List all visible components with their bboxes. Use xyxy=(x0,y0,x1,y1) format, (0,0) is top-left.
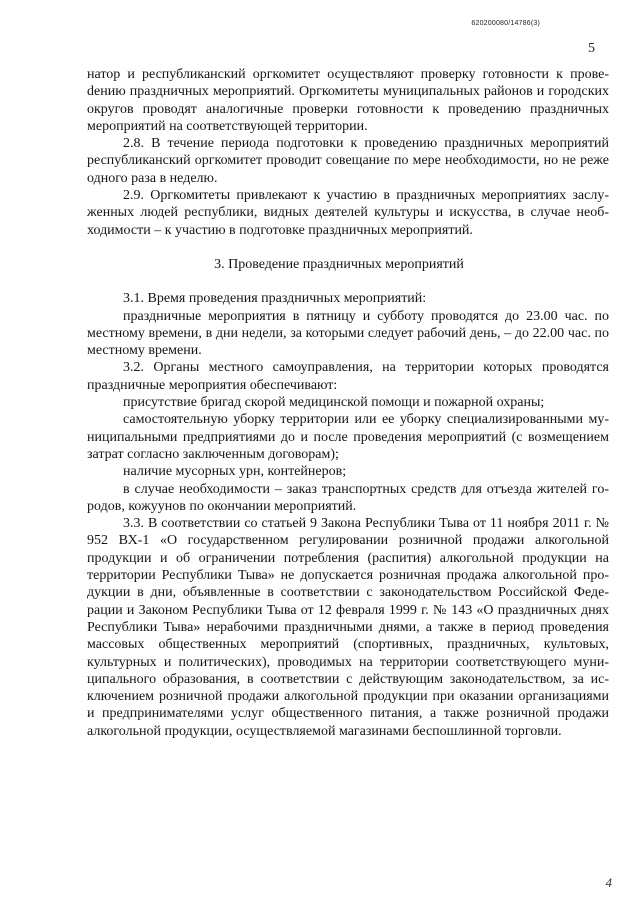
paragraph-3-2-item-2: самостоятельную уборку территории или ее уборку специализированными муниципальными предприятиями до и после проведения мероприятий (с возмещением затрат согласно заключенным договорам); xyxy=(87,412,609,462)
page-number: 5 xyxy=(588,41,595,56)
paragraph-3-1: 3.1. Время проведения праздничных мероприятий: xyxy=(123,291,427,307)
paragraph-3-2-item-3: наличие мусорных урн, контейнеров; xyxy=(123,464,347,480)
paragraph-2-9: 2.9. Оргкомитеты привлекают к участию в праздничных мероприятиях заслуженных людей республики, видных деятелей культуры и искусства, в случае необходимости – к участию в подготовке праздничных мероприятий. xyxy=(87,188,609,238)
paragraph-3-2-item-1: присутствие бригад скорой медицинской помощи и пожарной охраны; xyxy=(123,395,545,411)
document-code: 620200080/14786(3) xyxy=(471,20,540,27)
corner-handwritten-mark: 4 xyxy=(605,875,612,890)
paragraph-2-8: 2.8. В течение периода подготовки к проведению праздничных мероприятий республиканский оргкомитет проводит совещание по мере необходимости, но не реже одного раза в неделю. xyxy=(87,136,609,186)
paragraph-3-2-item-4: в случае необходимости – заказ транспортных средств для отъезда жителей городов, кожуунов по окончании мероприятий. xyxy=(87,481,609,514)
paragraph-3-2: 3.2. Органы местного самоуправления, на территории которых проводятся праздничные мероприятия обеспечивают: xyxy=(87,360,609,393)
section-3-title: 3. Проведение праздничных мероприятий xyxy=(214,256,464,272)
paragraph-3-3: 3.3. В соответствии со статьей 9 Закона Республики Тыва от 11 ноября 2011 г. № 952 ВХ-1 «О государственном регулировании розничной продажи алкогольной продукции и об ограничении потребления (распития) алкогольной продукции на территории Республики Тыва» не допускается розничная продажа алкогольной продукции в дни, объявленные в соответствии с законодательством Российской Федерации и Законом Республики Тыва от 12 февраля 1999 г. № 143 «О праздничных днях Республики Тыва» нерабочими праздничными днями, а также в период проведения массовых общественных мероприятий (спортивных, праздничных, культовых, культурных и политических), проводимых на территории соответствующего муниципального образования, в соответствии с действующим законодательством, за исключением розничной продажи алкогольной продукции при оказании организациями и предпринимателями услуг общественного питания, а также розничной продажи алкогольной продукции, осуществляемой магазинами беспошлинной торговли. xyxy=(87,516,609,739)
document-body xyxy=(87,66,609,740)
paragraph-2-7-continuation: натор и республиканский оргкомитет осуществляют проверку готовности к провеdению праздничных мероприятий. Оргкомитеты муниципальных районов и городских округов проводят аналогичные проверки готовности к проведению праздничных мероприятий на соответствующей территории. xyxy=(87,67,609,134)
paragraph-3-1-text: праздничные мероприятия в пятницу и субботу проводятся до 23.00 час. по местному времени, в дни недели, за которыми следует рабочий день, – до 22.00 час. по местному времени. xyxy=(87,308,609,359)
